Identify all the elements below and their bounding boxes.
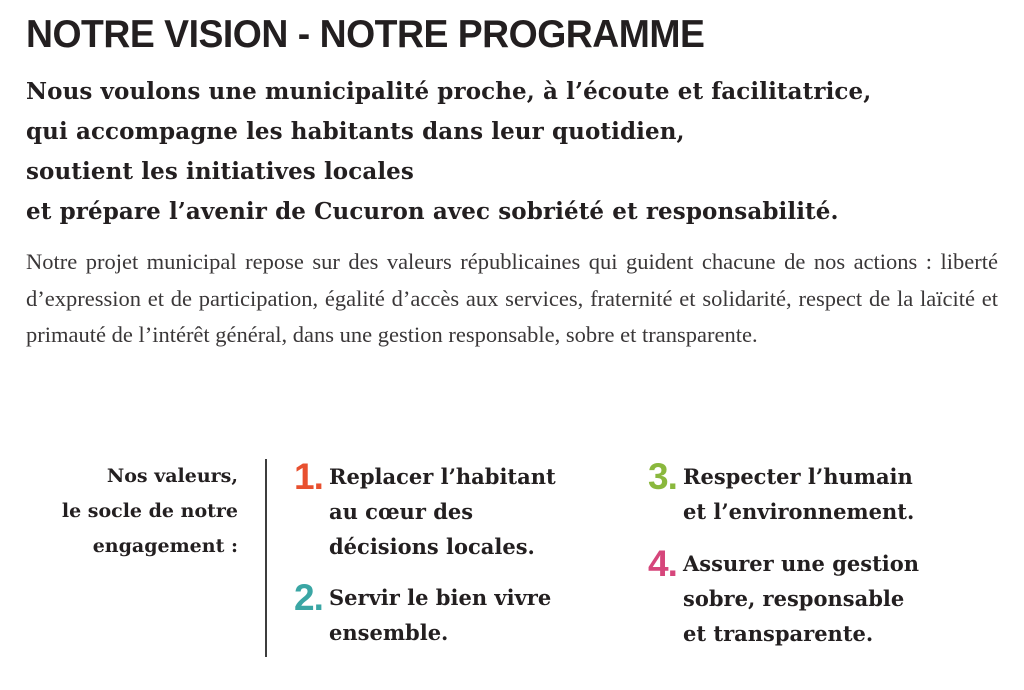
values-label-line: le socle de notre [61,500,238,522]
intro-line: soutient les initiatives locales [26,158,414,185]
value-item-1 [294,456,556,564]
body-paragraph: Notre projet municipal repose sur des valeurs républicaines qui guident chacune de nos actions : liberté d’expression et de participation, égalité d’accès aux services, fraternité et solidarité, respect de la laïcité et primauté de l’intérêt général, dans une gestion responsable, sobre et transparente. [26,249,998,347]
value-item-3 [648,456,915,529]
value-text [329,580,551,650]
value-text-line: et transparente. [683,621,874,646]
values-label-line: engagement : [92,535,238,557]
value-text [683,546,919,651]
value-text [329,459,556,564]
intro-statement [26,72,1016,232]
intro-line: et prépare l’avenir de Cucuron avec sobriété et responsabilité. [26,198,839,225]
value-item-4 [648,543,920,651]
intro-line: Nous voulons une municipalité proche, à l’écoute et facilitatrice, [26,78,872,105]
value-text-line: Assurer une gestion [683,551,920,576]
values-label-line: Nos valeurs, [106,465,238,487]
value-text-line: Servir le bien vivre [329,585,552,610]
value-text [683,459,914,529]
value-number: 3. [648,456,677,497]
values-label [62,459,238,564]
value-text-line: décisions locales. [329,534,535,559]
value-text-line: Respecter l’humain [683,464,913,489]
value-number: 4. [648,543,677,584]
value-text-line: sobre, responsable [683,586,905,611]
value-text-line: Replacer l’habitant [329,464,556,489]
value-number: 2. [294,577,323,618]
value-text-line: au cœur des [329,499,474,524]
intro-line: qui accompagne les habitants dans leur quotidien, [26,118,685,145]
vertical-divider [265,459,267,657]
value-text-line: et l’environnement. [683,499,915,524]
page-title: NOTRE VISION - NOTRE PROGRAMME [26,13,705,56]
value-number: 1. [294,456,323,497]
value-item-2 [294,577,552,650]
value-text-line: ensemble. [329,620,449,645]
